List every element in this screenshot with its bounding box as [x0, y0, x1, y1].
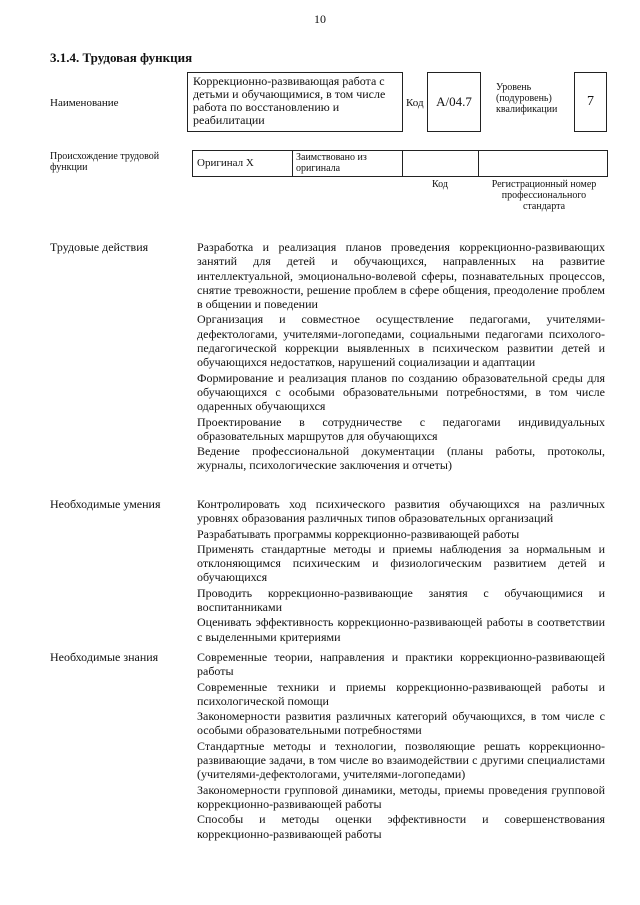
- list-item: Формирование и реализация планов по созданию образовательной среды для обучающихся с особыми образовательными потребностями, в том числе одаренных обучающихся: [197, 370, 605, 414]
- level-value: 7: [587, 94, 594, 109]
- list-item: Применять стандартные методы и приемы наблюдения за нормальным и отклоняющимся психическим и физиологическим развитием детей и обучающихся: [197, 541, 605, 585]
- labor-actions-label: Трудовые действия: [50, 240, 149, 254]
- list-item: Способы и методы оценки эффективности и совершенствования коррекционно-развивающей работы: [197, 812, 605, 841]
- level-label: Уровень (подуровень) квалификации: [496, 82, 558, 115]
- list-item: Современные техники и приемы коррекционно-развивающей работы и психологической помощи: [197, 679, 605, 708]
- origin-table: [192, 150, 608, 177]
- name-label: Наименование: [50, 97, 119, 109]
- list-item: Оценивать эффективность коррекционно-развивающей работы в соответствии с выделенными критериями: [197, 615, 605, 644]
- list-item: Современные теории, направления и практики коррекционно-развивающей работы: [197, 650, 605, 679]
- skills-section: [50, 497, 610, 645]
- list-item: Закономерности групповой динамики, методы, приемы проведения групповой коррекционно-развивающей работы: [197, 782, 605, 811]
- knowledge-label: Необходимые знания: [50, 650, 159, 664]
- code-box: [427, 72, 481, 132]
- section-title: 3.1.4. Трудовая функция: [50, 50, 193, 65]
- labor-actions-section: [50, 240, 610, 474]
- origin-borrowed-cell: [293, 151, 403, 176]
- labor-actions-list: [197, 240, 605, 474]
- knowledge-section: [50, 650, 610, 842]
- list-item: Проводить коррекционно-развивающие занятия с обучающимися и воспитанниками: [197, 585, 605, 615]
- code-caption: Код: [432, 179, 448, 190]
- list-item: Разработка и реализация планов проведения коррекционно-развивающих занятий для детей и обучающихся, направленных на развитие интеллектуальной, эмоционально-волевой сферы, познавательных процессов, снятие тревожности, решение проблем в сфере общения, преодоление проблем в общении и поведении: [197, 240, 605, 312]
- function-name: Коррекционно-развивающая работа с детьми и обучающимися, в том числе работа по восстановлению и реабилитации: [193, 74, 386, 127]
- code-value: A/04.7: [436, 94, 472, 109]
- list-item: Стандартные методы и технологии, позволяющие решать коррекционно-развивающие задачи, в том числе во взаимодействии с другими специалистами (учителями-дефектологами, учителями-логопедами): [197, 738, 605, 782]
- skills-label: Необходимые умения: [50, 497, 161, 511]
- origin-original: Оригинал X: [197, 157, 254, 169]
- level-box: [574, 72, 607, 132]
- origin-reg-cell: [479, 151, 607, 176]
- function-name-box: [187, 72, 403, 132]
- code-label: Код: [406, 97, 424, 109]
- page-number: 10: [314, 12, 326, 26]
- list-item: Закономерности развития различных категорий обучающихся, в том числе с особыми образовательными потребностями: [197, 709, 605, 738]
- list-item: Контролировать ход психического развития обучающихся на различных уровнях образования различных типов образовательных организаций: [197, 497, 605, 526]
- knowledge-list: [197, 650, 605, 842]
- origin-code-cell: [403, 151, 479, 176]
- list-item: Ведение профессиональной документации (планы работы, протоколы, журналы, психологические заключения и отчеты): [197, 444, 605, 473]
- list-item: Разрабатывать программы коррекционно-развивающей работы: [197, 526, 520, 541]
- reg-caption: Регистрационный номер профессионального стандарта: [491, 179, 597, 212]
- origin-original-cell: [193, 151, 293, 176]
- origin-label: Происхождение трудовой функции: [50, 151, 160, 173]
- list-item: Проектирование в сотрудничестве с педагогами индивидуальных образовательных маршрутов для обучающихся: [197, 414, 605, 443]
- skills-list: [197, 497, 605, 645]
- list-item: Организация и совместное осуществление педагогами, учителями-дефектологами, учителями-логопедами, социальными педагогами психолого-педагогической коррекции выявленных в психическом развитии детей и обучающихся недостатков, нарушений социализации и адаптации: [197, 312, 605, 370]
- origin-borrowed: Заимствовано из оригинала: [296, 152, 367, 174]
